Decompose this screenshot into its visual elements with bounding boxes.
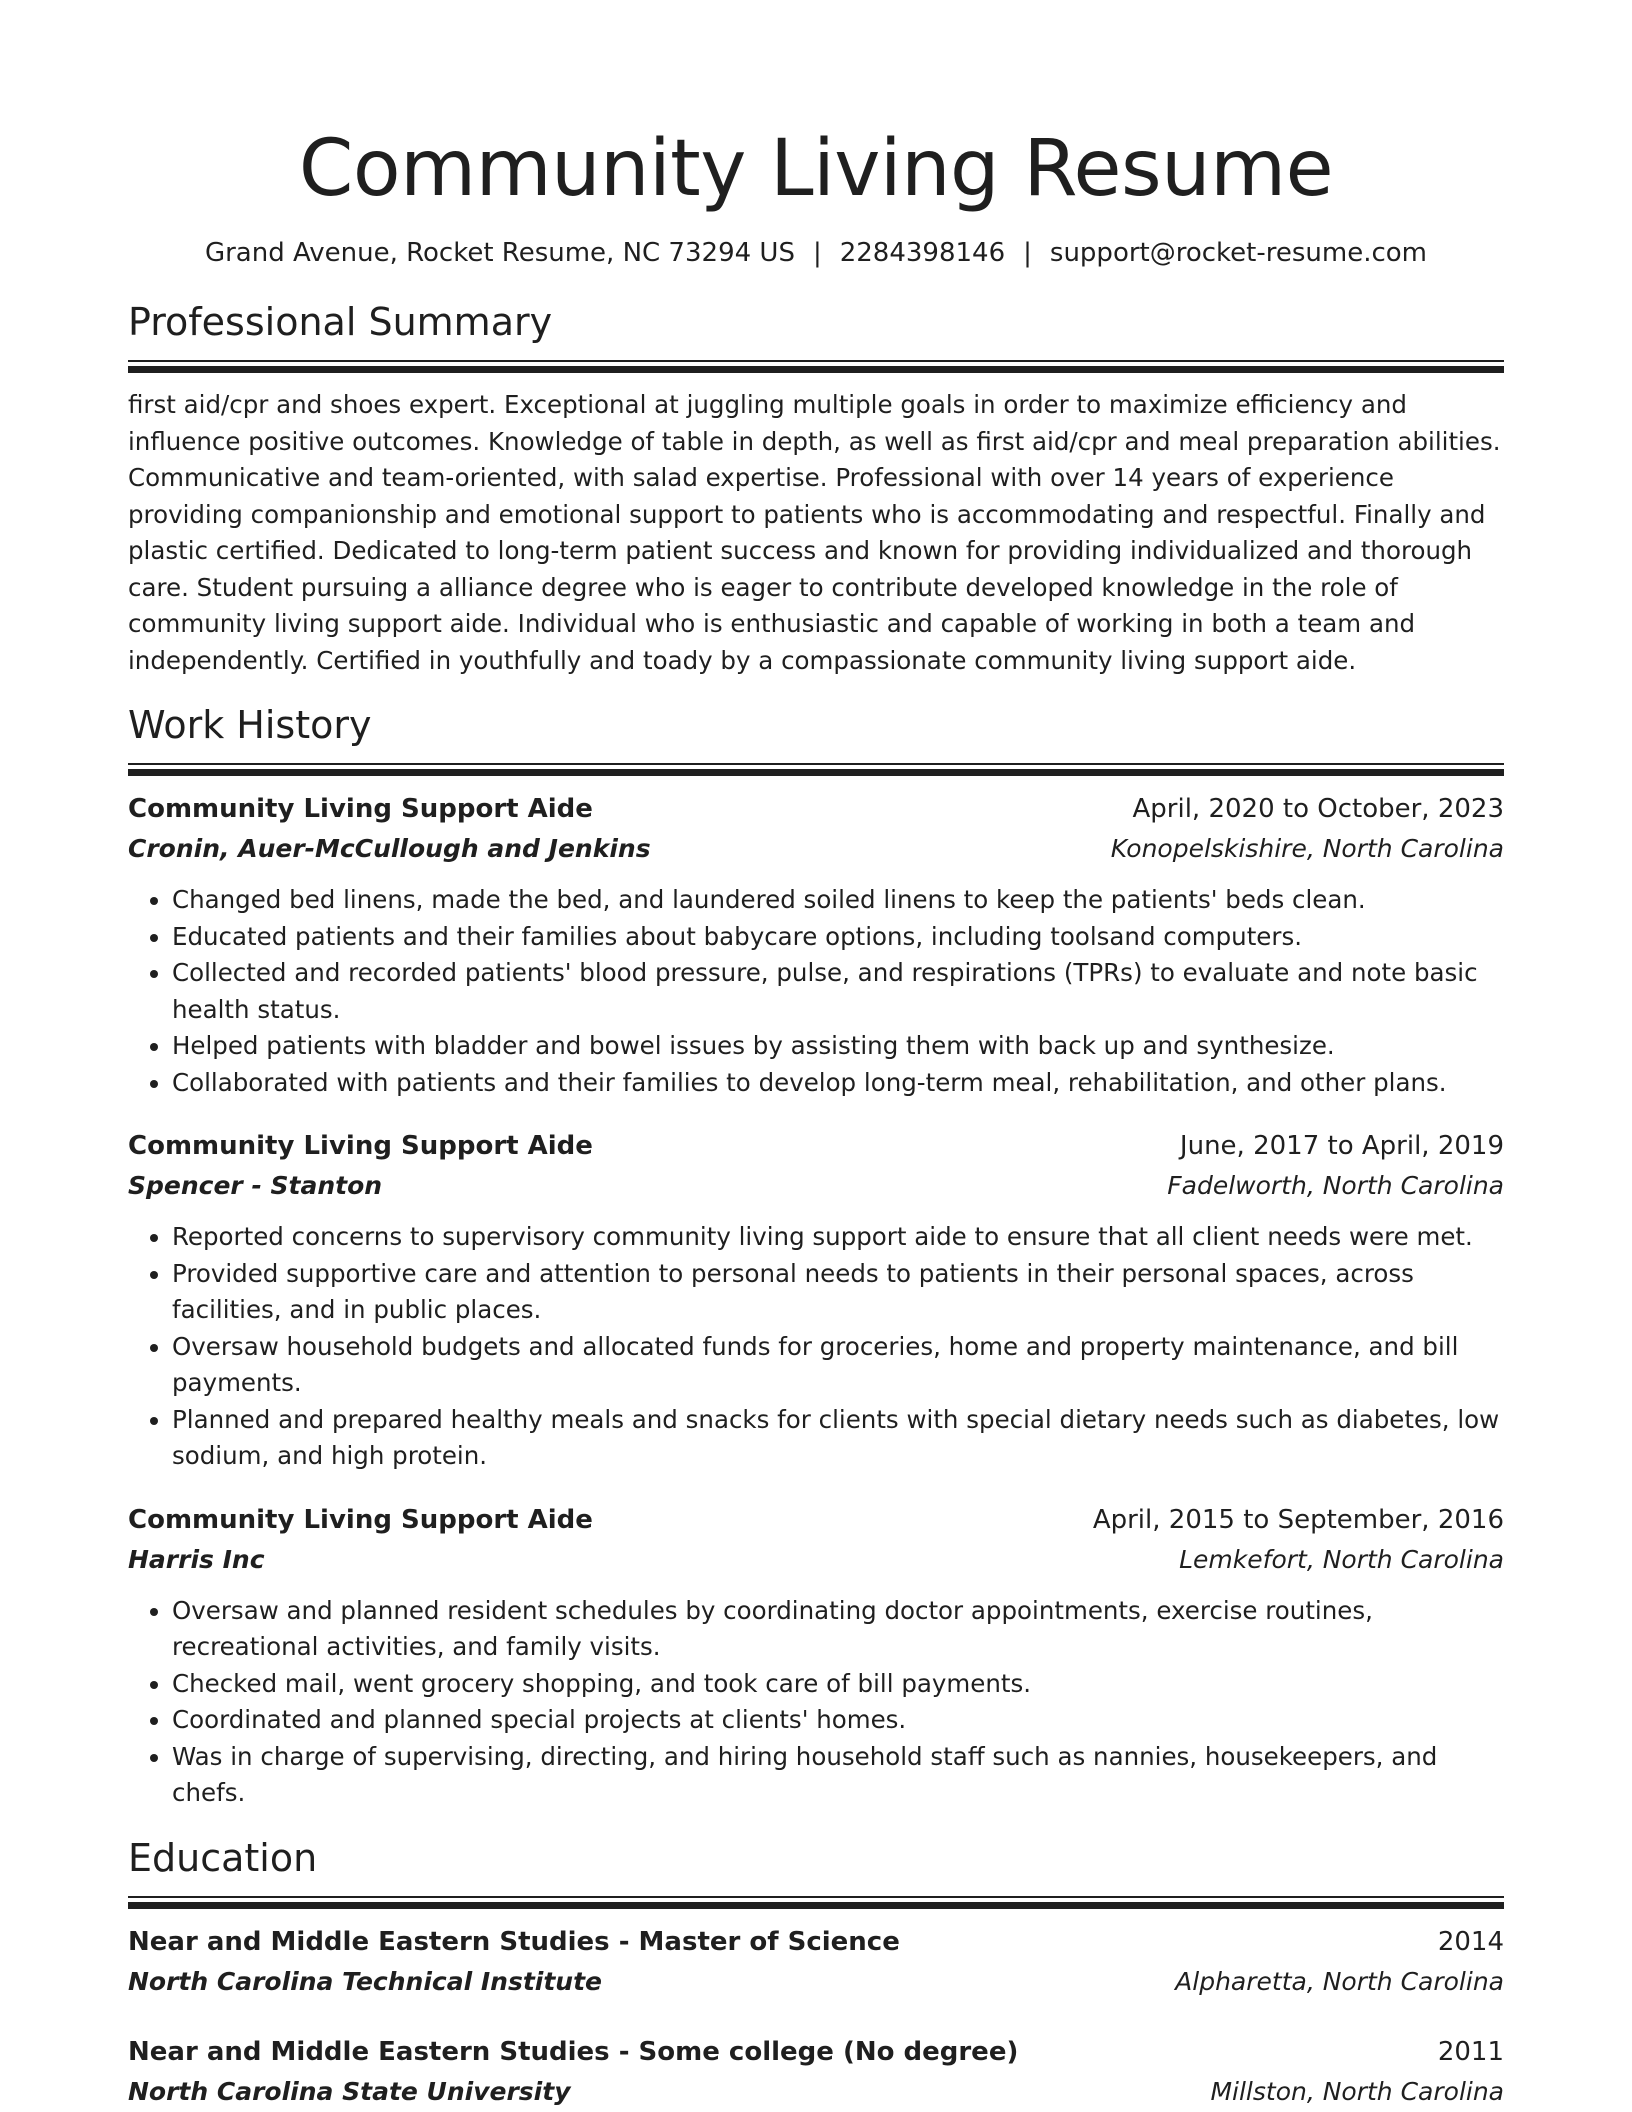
- job-location: Fadelworth, North Carolina: [1167, 1171, 1504, 1200]
- contact-address: Grand Avenue, Rocket Resume, NC 73294 US: [204, 238, 795, 268]
- job-bullet: • Planned and prepared healthy meals and snacks for clients with special dietary needs such as diabetes, low sodium, and high protein.: [172, 1402, 1504, 1475]
- section-divider: [128, 1902, 1504, 1909]
- job-title: Community Living Support Aide: [128, 1504, 593, 1535]
- job-bullets: [128, 1219, 1504, 1475]
- job-bullet: • Was in charge of supervising, directing, and hiring household staff such as nannies, housekeepers, and chefs.: [172, 1739, 1504, 1812]
- education-school: North Carolina State University: [128, 2076, 571, 2106]
- education-location: Alpharetta, North Carolina: [1175, 1966, 1504, 1996]
- job-title: Community Living Support Aide: [128, 794, 593, 824]
- job-bullet: • Provided supportive care and attention to personal needs to patients in their personal spaces, across facilities, and in public places.: [172, 1256, 1504, 1329]
- resume-title: Community Living Resume: [298, 124, 1334, 214]
- job-bullet: • Changed bed linens, made the bed, and laundered soiled linens to keep the patients' beds clean.: [172, 882, 1504, 919]
- job-bullet: • Oversaw household budgets and allocated funds for groceries, home and property maintenance, and bill payments.: [172, 1329, 1504, 1402]
- job-entry: [128, 1127, 1504, 1475]
- section-heading-education: Education: [128, 1835, 318, 1880]
- work-section: [128, 701, 1504, 1812]
- section-divider: [128, 366, 1504, 373]
- job-company: Spencer - Stanton: [128, 1171, 383, 1200]
- job-bullet: • Helped patients with bladder and bowel issues by assisting them with back up and synthesize.: [172, 1028, 1504, 1065]
- job-bullets: [128, 1593, 1504, 1812]
- education-school: North Carolina Technical Institute: [128, 1966, 602, 1996]
- section-heading-summary: Professional Summary: [128, 300, 553, 344]
- section-divider: [128, 360, 1504, 362]
- contact-email: support@rocket-resume.com: [1049, 238, 1428, 268]
- education-location: Millston, North Carolina: [1210, 2076, 1504, 2106]
- summary-text: first aid/cpr and shoes expert. Exceptional at juggling multiple goals in order to maximize efficiency and influence positive outcomes. Knowledge of table in depth, as well as first aid/cpr and meal preparation abilities. Communicative and team-oriented, with salad expertise. Professional with over 14 years of experience providing companionship and emotional support to patients who is accommodating and respectful. Finally and plastic certified. Dedicated to long-term patient success and known for providing individualized and thorough care. Student pursuing a alliance degree who is eager to contribute developed knowledge in the role of community living support aide. Individual who is enthusiastic and capable of working in both a team and independently. Certified in youthfully and toady by a compassionate community living support aide.: [128, 390, 1501, 675]
- section-divider: [128, 769, 1504, 776]
- job-location: Konopelskishire, North Carolina: [1110, 834, 1504, 863]
- job-dates: April, 2015 to September, 2016: [1092, 1504, 1504, 1535]
- section-divider: [128, 763, 1504, 765]
- job-bullet: • Educated patients and their families about babycare options, including toolsand computers.: [172, 919, 1504, 956]
- education-degree: Near and Middle Eastern Studies - Some college (No degree): [128, 2036, 1019, 2067]
- section-heading-work: Work History: [128, 703, 372, 747]
- education-year: 2011: [1437, 2036, 1504, 2067]
- job-bullet: • Collaborated with patients and their families to develop long-term meal, rehabilitation, and other plans.: [172, 1065, 1504, 1102]
- job-bullet: • Reported concerns to supervisory community living support aide to ensure that all client needs were met.: [172, 1219, 1504, 1256]
- job-dates: April, 2020 to October, 2023: [1132, 794, 1504, 824]
- education-entry: [128, 2033, 1504, 2111]
- resume-page: [128, 0, 1504, 2111]
- summary-section: [128, 298, 1504, 679]
- contact-line: [128, 236, 1504, 270]
- contact-separator: |: [1023, 238, 1032, 268]
- job-bullet: • Checked mail, went grocery shopping, and took care of bill payments.: [172, 1666, 1504, 1703]
- job-bullet: • Collected and recorded patients' blood pressure, pulse, and respirations (TPRs) to evaluate and note basic health status.: [172, 955, 1504, 1028]
- contact-phone: 2284398146: [839, 238, 1006, 268]
- job-bullets: [128, 882, 1504, 1101]
- job-title: Community Living Support Aide: [128, 1131, 593, 1161]
- education-entry: [128, 1923, 1504, 2001]
- job-dates: June, 2017 to April, 2019: [1179, 1131, 1504, 1161]
- job-entry: [128, 1501, 1504, 1812]
- job-bullet: • Oversaw and planned resident schedules by coordinating doctor appointments, exercise routines, recreational activities, and family visits.: [172, 1593, 1504, 1666]
- section-divider: [128, 1896, 1504, 1898]
- education-year: 2014: [1437, 1926, 1504, 1957]
- education-section: [128, 1834, 1504, 2111]
- job-bullet: • Coordinated and planned special projects at clients' homes.: [172, 1702, 1504, 1739]
- job-location: Lemkefort, North Carolina: [1179, 1544, 1504, 1574]
- contact-separator: |: [812, 238, 822, 268]
- job-company: Harris Inc: [128, 1544, 265, 1574]
- job-company: Cronin, Auer-McCullough and Jenkins: [128, 834, 651, 863]
- job-entry: [128, 790, 1504, 1101]
- education-degree: Near and Middle Eastern Studies - Master of Science: [128, 1926, 900, 1957]
